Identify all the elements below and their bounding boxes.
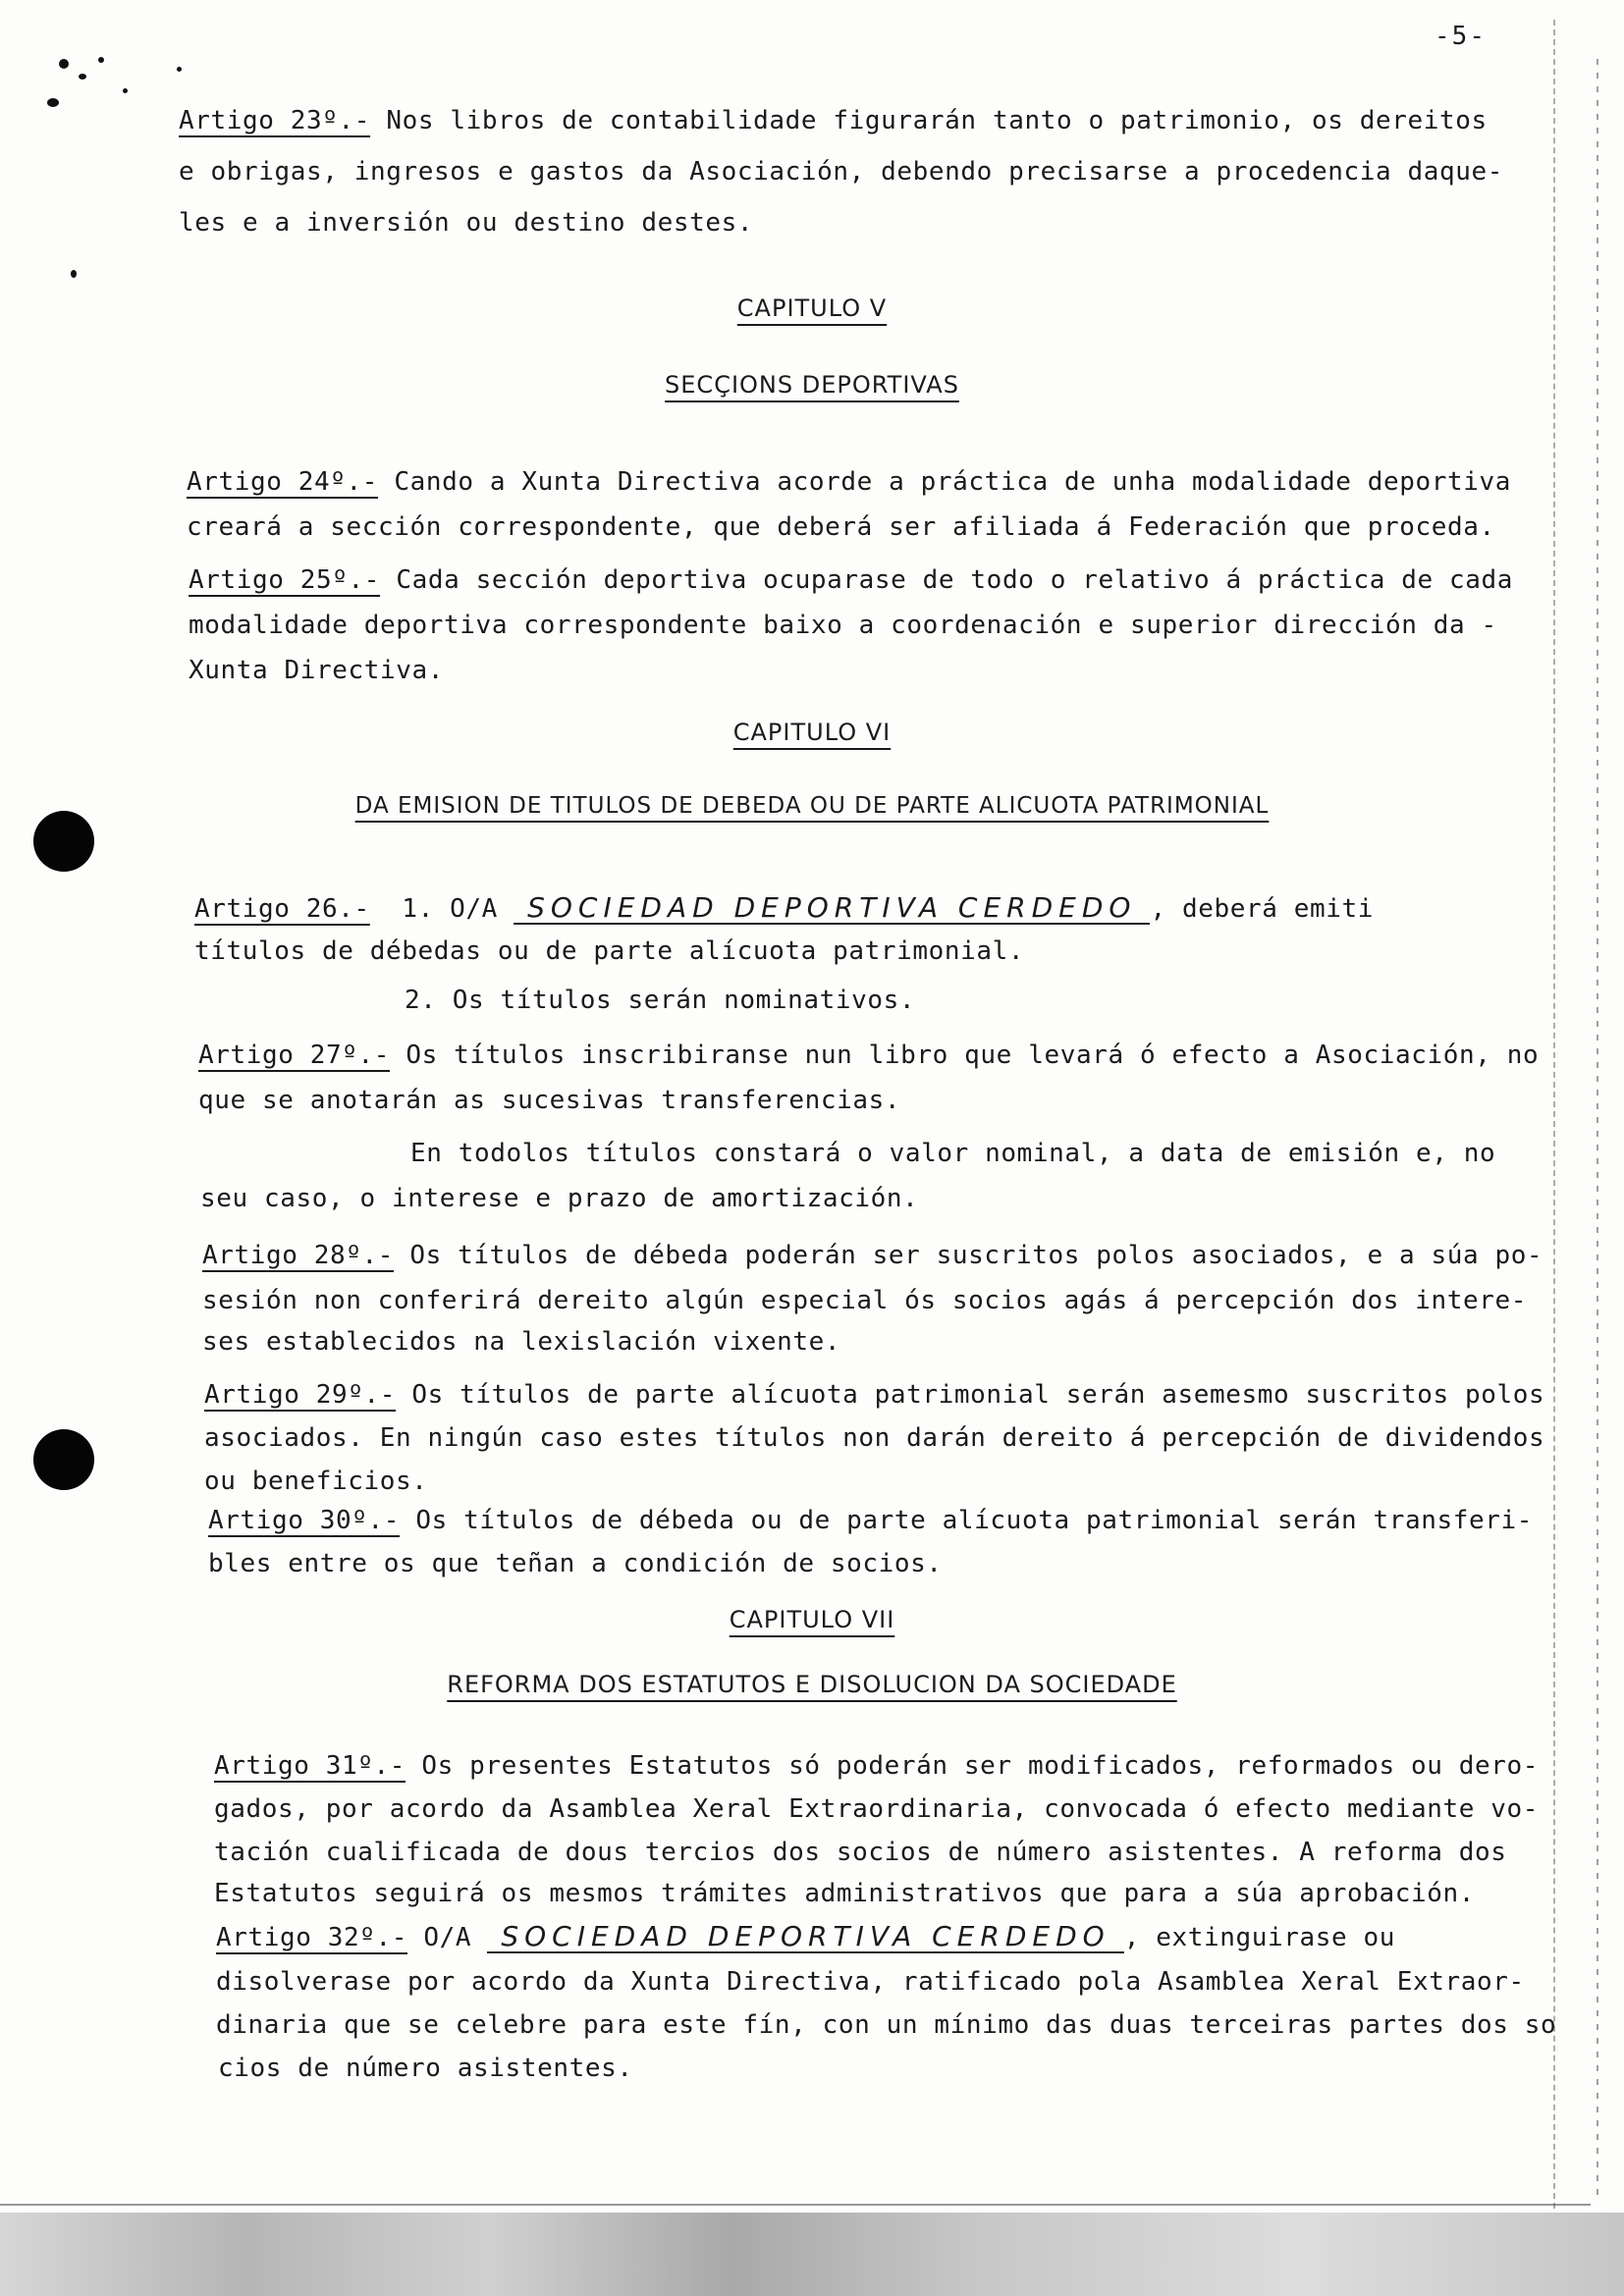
article-text: Os títulos de débeda poderán ser suscritos polos asociados, e a súa po- (409, 1241, 1543, 1270)
scan-speck (59, 59, 69, 69)
scan-shadow (0, 2213, 1624, 2296)
article-text: Nos libros de contabilidade figurarán tanto o patrimonio, os dereitos (386, 106, 1488, 135)
article-29-line-2: asociados. En ningún caso estes títulos non darán dereito á percepción de dividendos (204, 1423, 1545, 1453)
article-text: Os presentes Estatutos só poderán ser modificados, reformados ou dero- (421, 1751, 1540, 1781)
chapter-title-text: CAPITULO VII (729, 1606, 895, 1633)
article-text: Os títulos inscribiranse nun libro que levará ó efecto a Asociación, no (406, 1041, 1540, 1070)
article-label: Artigo 29º.- (204, 1380, 397, 1410)
chapter-subtitle-text: DA EMISION DE TITULOS DE DEBEDA OU DE PARTE ALICUOTA PATRIMONIAL (354, 793, 1270, 819)
article-31-line-2: gados, por acordo da Asamblea Xeral Extraordinaria, convocada ó efecto mediante vo- (214, 1794, 1540, 1824)
article-text: Os títulos de parte alícuota patrimonial serán asemesmo suscritos polos (411, 1380, 1545, 1410)
article-28-line-2: sesión non conferirá dereito algún especial ós socios agás á percepción dos intere- (202, 1286, 1528, 1315)
page-number: -5- (1435, 22, 1487, 51)
article-text: 1. O/A (402, 894, 498, 924)
scan-speck (123, 88, 128, 93)
article-label: Artigo 32º.- (216, 1923, 408, 1952)
punch-hole (33, 1429, 94, 1490)
article-23-line-1 (179, 106, 1488, 135)
article-30-line-1 (208, 1506, 1533, 1535)
article-24-line-1 (187, 467, 1511, 497)
article-26-line-1 (194, 893, 1374, 925)
article-32-line-3: dinaria que se celebre para este fín, con un mínimo das duas terceiras partes dos so (216, 2010, 1557, 2040)
article-label: Artigo 24º.- (187, 467, 379, 497)
article-27-line-4: seu caso, o interese e prazo de amortización. (200, 1184, 919, 1213)
article-text: Cando a Xunta Directiva acorde a práctica de unha modalidade deportiva (394, 467, 1512, 497)
chapter-7-title (0, 1606, 1624, 1633)
article-29-line-3: ou beneficios. (204, 1467, 428, 1496)
chapter-7-subtitle (0, 1671, 1624, 1698)
chapter-6-subtitle (0, 793, 1624, 819)
scan-speck (98, 57, 104, 63)
article-23-line-3: les e a inversión ou destino destes. (179, 208, 754, 238)
article-30-line-2: bles entre os que teñan a condición de socios. (208, 1549, 943, 1578)
chapter-subtitle-text: SECÇIONS DEPORTIVAS (665, 371, 959, 399)
article-26-line-3: 2. Os títulos serán nominativos. (405, 986, 916, 1015)
article-label: Artigo 30º.- (208, 1506, 401, 1535)
scan-speck (177, 67, 182, 72)
article-28-line-3: ses establecidos na lexislación vixente. (202, 1327, 841, 1357)
article-label: Artigo 25º.- (189, 565, 381, 595)
article-label: Artigo 31º.- (214, 1751, 406, 1781)
chapter-subtitle-text: REFORMA DOS ESTATUTOS E DISOLUCION DA SOCIEDADE (447, 1671, 1177, 1698)
article-32-line-4: cios de número asistentes. (218, 2054, 633, 2083)
handwritten-entity-name: SOCIEDAD DEPORTIVA CERDEDO (514, 893, 1150, 925)
article-27-line-1 (198, 1041, 1539, 1070)
article-26-line-2: títulos de débedas ou de parte alícuota patrimonial. (194, 936, 1025, 966)
scan-speck (79, 74, 86, 80)
chapter-5-subtitle (0, 371, 1624, 399)
article-27-line-2: que se anotarán as sucesivas transferencias. (198, 1086, 901, 1115)
article-23-line-2: e obrigas, ingresos e gastos da Asociación, debendo precisarse a procedencia daque- (179, 157, 1504, 187)
article-text: Cada sección deportiva ocuparase de todo o relativo á práctica de cada (396, 565, 1514, 595)
article-24-line-2: creará a sección correspondente, que deberá ser afiliada á Federación que proceda. (187, 512, 1495, 542)
chapter-5-title (0, 294, 1624, 322)
chapter-6-title (0, 719, 1624, 746)
article-25-line-1 (189, 565, 1513, 595)
chapter-title-text: CAPITULO VI (732, 719, 892, 746)
article-32-line-2: disolverase por acordo da Xunta Directiva, ratificado pola Asamblea Xeral Extraor- (216, 1967, 1525, 1997)
article-27-line-3: En todolos títulos constará o valor nominal, a data de emisión e, no (410, 1139, 1496, 1168)
punch-hole (33, 811, 94, 872)
article-text: , deberá emiti (1150, 894, 1374, 924)
article-31-line-4: Estatutos seguirá os mesmos trámites administrativos que para a súa aprobación. (214, 1879, 1476, 1908)
article-25-line-2: modalidade deportiva correspondente baixo a coordenación e superior dirección da - (189, 611, 1497, 640)
article-31-line-3: tación cualificada de dous tercios dos socios de número asistentes. A reforma dos (214, 1838, 1507, 1867)
scan-speck (47, 98, 59, 107)
handwritten-entity-name: SOCIEDAD DEPORTIVA CERDEDO (487, 1922, 1123, 1953)
article-28-line-1 (202, 1241, 1543, 1270)
article-text: Os títulos de débeda ou de parte alícuota patrimonial serán transferi- (415, 1506, 1534, 1535)
chapter-title-text: CAPITULO V (736, 294, 888, 322)
article-label: Artigo 27º.- (198, 1041, 391, 1070)
article-31-line-1 (214, 1751, 1539, 1781)
article-text: , extinguirase ou (1123, 1923, 1395, 1952)
scan-edge (0, 2204, 1591, 2206)
scan-speck (71, 270, 77, 278)
article-32-line-1 (216, 1922, 1395, 1953)
article-29-line-1 (204, 1380, 1544, 1410)
scan-edge (1553, 20, 1585, 2209)
article-text: O/A (423, 1923, 472, 1952)
article-label: Artigo 23º.- (179, 106, 371, 135)
article-label: Artigo 26.- (194, 894, 370, 924)
article-25-line-3: Xunta Directiva. (189, 656, 445, 685)
article-label: Artigo 28º.- (202, 1241, 395, 1270)
